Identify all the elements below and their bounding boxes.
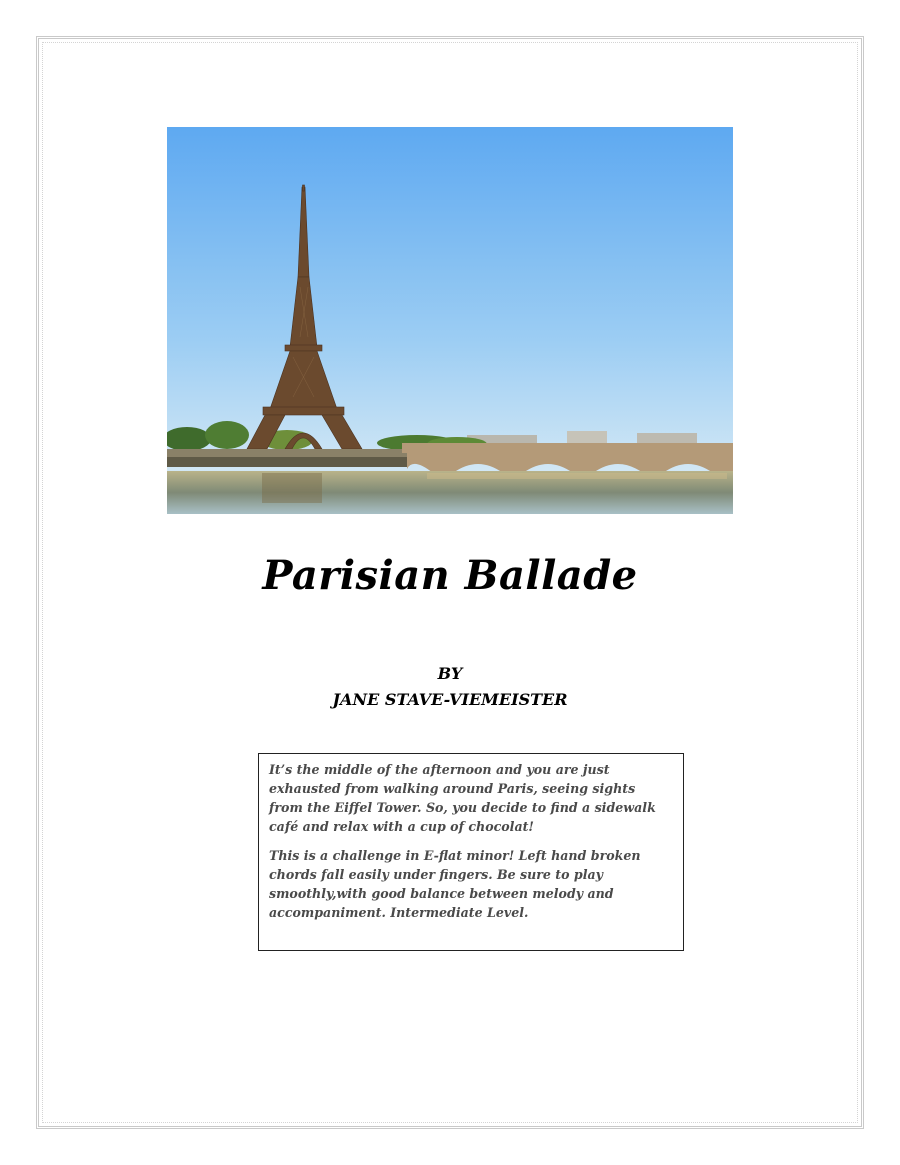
description-box (258, 753, 684, 951)
author-name: JANE STAVE-VIEMEISTER (332, 690, 568, 709)
document-title: Parisian Ballade (262, 552, 638, 599)
description-paragraph-1: It’s the middle of the afternoon and you are just exhausted from walking around Paris, seeing sights from the Eiffel Tower. So, you decide to find a sidewalk café and relax with a cup of chocolat! (269, 762, 656, 834)
description-paragraph-2: This is a challenge in E-flat minor! Left hand broken chords fall easily under fingers. Be sure to play smoothly,with good balance between melody and accompaniment. Intermediate Level. (269, 848, 641, 920)
by-label: BY (437, 664, 463, 683)
eiffel-tower-photo (167, 127, 733, 514)
